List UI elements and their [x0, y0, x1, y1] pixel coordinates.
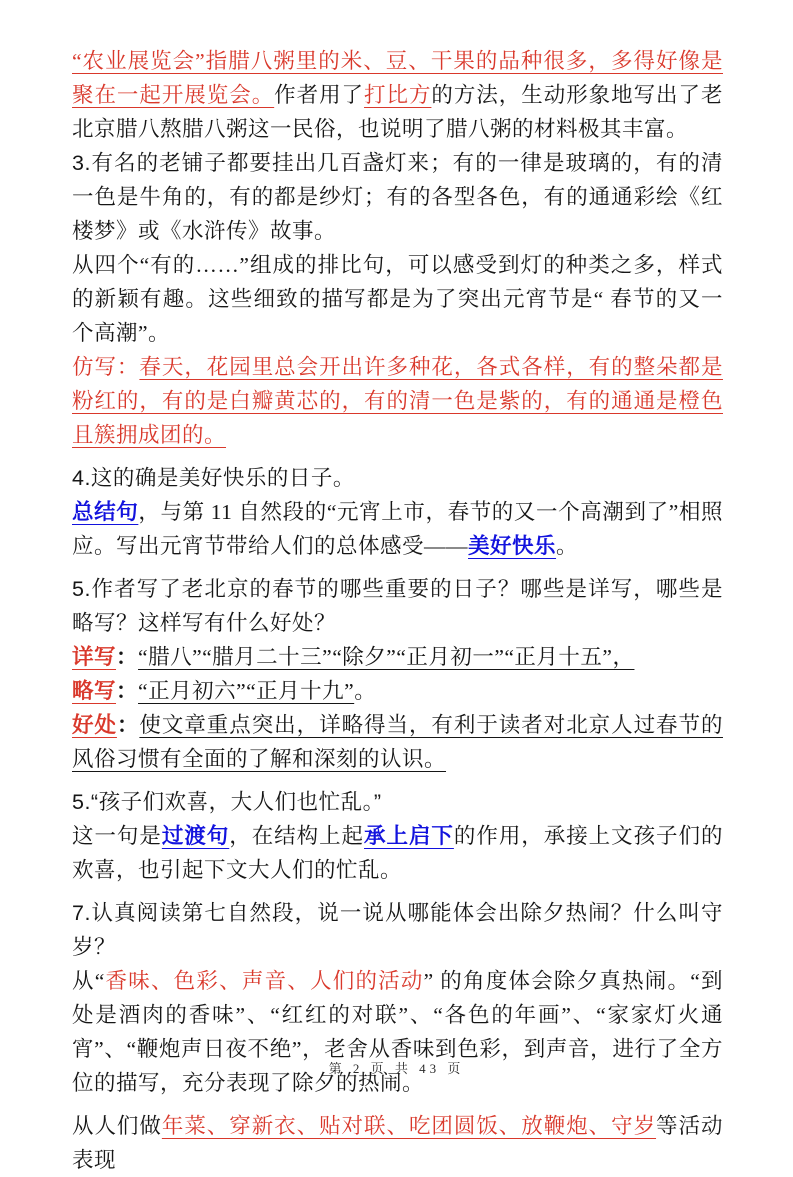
text-run: 的方法，生动形象地写出了老北京腊八熬腊八粥这一民俗，也说明了腊八粥的材料极其丰富。 [72, 83, 723, 141]
paragraph [72, 964, 723, 1100]
text-run: 5.“孩子们欢喜，大人们也忙乱。” [72, 790, 382, 814]
text-run: 4.这的确是美好快乐的日子。 [72, 466, 355, 490]
text-run: ，与第 11 自然段的“元宵上市，春节的又一个高潮到了”相照应。写出元宵节带给人们的总体感受—— [72, 500, 723, 558]
text-run: 7.认真阅读第七自然段，说一说从哪能体会出除夕热闹？什么叫守岁？ [72, 901, 723, 959]
paragraph [72, 708, 723, 776]
paragraph [72, 44, 723, 146]
paragraph [72, 785, 723, 819]
text-run: 。 [556, 534, 579, 558]
text-run: ： [116, 679, 139, 703]
text-run: 仿写： [72, 355, 140, 379]
text-run: 使文章重点突出，详略得当，有利于读者对北京人过春节的风俗习惯有全面的了解和深刻的认识。 [72, 713, 723, 771]
paragraph [72, 674, 723, 708]
paragraph [72, 572, 723, 640]
text-run: 春天，花园里总会开出许多种花，各式各样，有的整朵都是粉红的，有的是白瓣黄芯的，有的清一色是紫的，有的通通是橙色且簇拥成团的。 [72, 355, 723, 447]
paragraph [72, 896, 723, 964]
paragraph [72, 146, 723, 248]
text-run: 年菜、穿新衣、贴对联、吃团圆饭、放鞭炮、守岁 [161, 1114, 657, 1138]
text-run: 总结句 [72, 500, 139, 524]
text-run: 从人们做 [72, 1114, 162, 1138]
text-run: ： [116, 645, 139, 669]
text-run: 美好快乐 [468, 534, 557, 558]
text-run: 作者用了 [274, 83, 365, 107]
text-run: “农业展览会”指腊八粥里的米、豆、干果的品种很多，多得好像是聚在一起开展览会。 [72, 49, 723, 107]
text-run: 打比方 [364, 83, 432, 107]
text-run: “正月初六”“正月十九” [138, 679, 355, 703]
paragraph [72, 640, 723, 674]
text-run: 3.有名的老铺子都要挂出几百盏灯来；有的一律是玻璃的，有的清一色是牛角的，有的都是纱灯；有的各型各色，有的通通彩绘《红楼梦》或《水浒传》故事。 [72, 151, 723, 243]
text-run: ” 的角度体会除夕真热闹。“到处是酒肉的香味”、“红红的对联”、“各色的年画”、“家家灯火通宵”、“鞭炮声日夜不绝”，老舍从香味到色彩，到声音，进行了全方位的描写，充分表现了除夕的热闹。 [72, 969, 724, 1095]
text-run: ： [116, 713, 140, 737]
text-run: 从四个“有的……”组成的排比句，可以感受到灯的种类之多，样式的新颖有趣。这些细致的描写都是为了突出元宵节是“ 春节的又一个高潮”。 [72, 253, 723, 345]
paragraph [72, 248, 723, 350]
text-run: ，在结构上起 [229, 824, 365, 848]
paragraph [72, 819, 723, 887]
page-footer [0, 1058, 793, 1077]
text-run: 5.作者写了老北京的春节的哪些重要的日子？哪些是详写，哪些是略写？这样写有什么好处？ [72, 577, 723, 635]
text-run: 过渡句 [161, 824, 230, 848]
text-run: 好处 [72, 713, 117, 737]
paragraph [72, 461, 723, 495]
text-run: 的作用，承接上文孩子们的欢喜，也引起下文大人们的忙乱。 [72, 824, 723, 882]
text-run: 详写 [72, 645, 117, 669]
text-run: “腊八”“腊月二十三”“除夕”“正月初一”“正月十五”， [138, 645, 635, 669]
text-run: 。 [354, 679, 377, 703]
page-number: 第 2 页 共 43 页 [328, 1061, 465, 1076]
text-run: 略写 [72, 679, 117, 703]
text-run: 香味、色彩、声音、人们的活动 [104, 969, 424, 993]
paragraph [72, 1109, 723, 1177]
paragraph [72, 495, 723, 563]
text-run: 从“ [72, 969, 105, 993]
text-run: 这一句是 [72, 824, 162, 848]
text-run: 承上启下 [364, 824, 454, 848]
paragraph [72, 350, 723, 452]
text-run: 等活动表现 [72, 1114, 723, 1172]
